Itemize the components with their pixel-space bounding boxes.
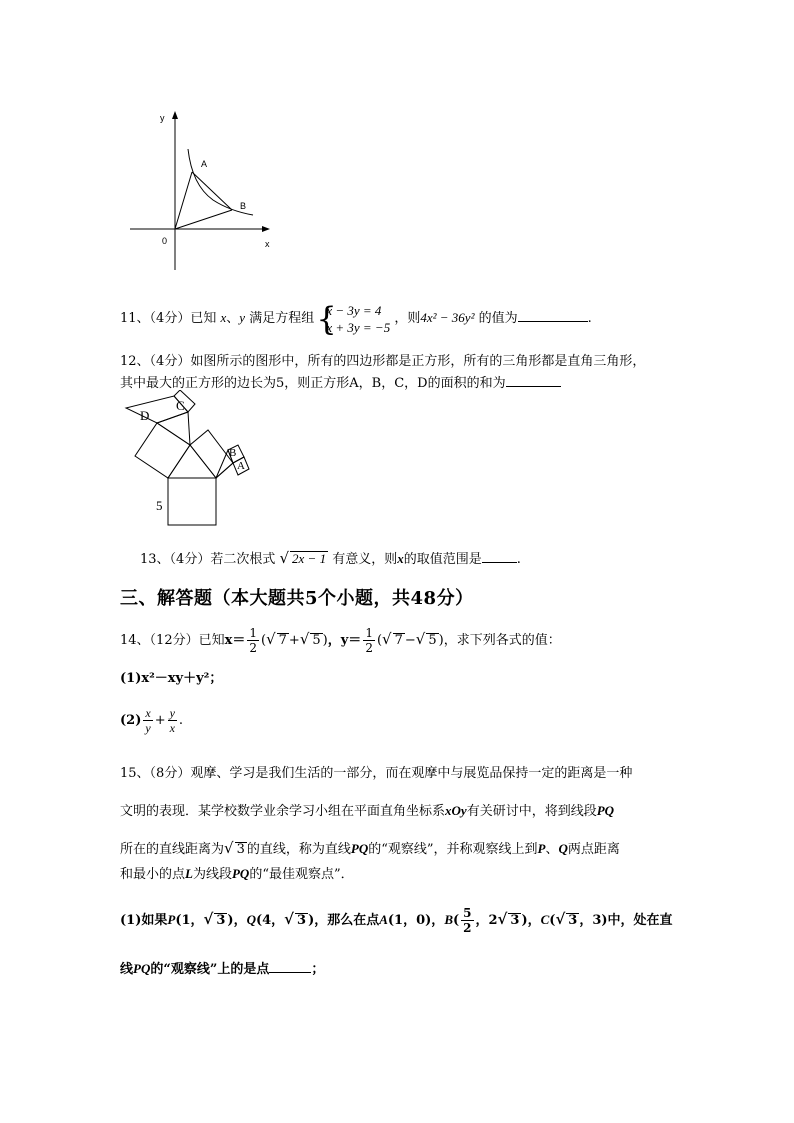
q15-line-4 [120,863,354,882]
q12-line2-text: 其中最大的正方形的边长为5，则正方形A，B，C，D的面积的和为 [120,376,506,391]
q11-end: . [587,311,592,326]
q15-line4-c: 的“最佳观察点”． [249,867,354,882]
q14-y-lhs: ，y＝ [327,633,362,648]
q15-part-1-line-2 [120,958,324,977]
q11-expression: 4x² − 36y² [420,310,475,325]
q15-frac-num: 5 [463,906,472,920]
question-12-line-1: 12、（4分）如图所示的图形中，所有的四边形都是正方形，所有的三角形都是直角三角形， [120,354,646,369]
q15-line3-a: 所在的直线距离为 [120,842,225,857]
q14-sqrt7-b: 7 [394,633,403,648]
q14-frac-y-over-x [168,706,177,735]
q11-prefix: 11、（4分）已知 [120,311,217,326]
y-axis-arrow [172,111,178,119]
point-b-label: B [240,201,247,211]
q14-part2-end: . [178,713,184,728]
equation-2: x + 3y = −5 [326,319,391,335]
q14-part-1: (1)x²－xy＋y²； [120,671,223,686]
q14-half-den-2: 2 [365,641,373,655]
q13-suffix: 的取值范围是 [403,552,482,567]
q14-half-num-1: 1 [249,626,257,640]
label-a: A [237,460,245,472]
question-14: 14、（12分）已知x＝ $\frac{1}{2}$ (√ 7 +√ 5 )，y＝ $\frac{1}{2}$ (√ 7 −√ 5 )，求下列各式的值： [120,626,561,655]
figure-pythagorean-squares [120,390,260,530]
answer-blank-11[interactable] [518,321,588,322]
q15-p1-g: ( [452,913,460,928]
q15-p1l2-end: ； [311,962,325,977]
origin-label: 0 [162,236,168,246]
q15-line3-d: 两点距离 [567,842,620,857]
q15-line4-a: 和最小的点 [120,867,186,882]
question-13 [140,548,521,567]
q14-half-fraction-2 [363,626,375,655]
equation-system [316,299,391,338]
q15-p1l2-pq: PQ [133,961,151,976]
question-12-line-2 [120,372,561,391]
q14-half-den-1: 2 [249,641,257,655]
q14-sqrt7-a: 7 [278,633,287,648]
q15-line-3: 所在的直线距离为√ 3 的直线，称为直线PQ的“观察线”，并称观察线上到P、Q两点距离 [120,839,620,857]
system-brace: { [316,299,337,338]
q11-var-x: x [220,310,227,325]
q11-sep: 、 [226,311,240,326]
q11-var-y: y [239,310,246,325]
x-axis-arrow [262,226,270,232]
label-side-5: 5 [156,498,163,513]
q15-p1-f: (1，0)， [387,913,445,928]
q15-p1-j: ( [549,913,556,928]
q15-line2-a: 文明的表现．某学校数学业余学习小组在平面直角坐标系 [120,804,446,819]
label-d: D [140,408,150,423]
q15-line4-l: L [185,866,193,881]
q15-p1-sqrt-3: 3 [510,913,520,928]
q13-radicand: 2x − 1 [292,551,327,566]
q15-p1-h: ，2 [475,913,498,928]
question-11 [120,298,592,338]
q13-radical: √ 2x − 1 [279,549,327,567]
q15-part-1: (1)如果P(1，√ 3 )，Q(4，√ 3 )，那么在点A(1，0)，B( $\frac{5}{2}$ ，2√ 3 )，C(√ 3 ，3)中，处在直 [120,906,673,935]
q15-p1-k: ，3)中，处在直 [579,913,673,928]
q13-prefix: 13、（4分）若二次根式 [140,552,276,567]
q14-sqrt5-b: 5 [428,633,437,648]
square-left [135,423,190,478]
q15-p1l2-b: 的“观察线”上的是点 [150,962,270,977]
q15-p1l2-a: 线 [120,962,134,977]
q14-sqrt5-a: 5 [312,633,321,648]
q14-plus: + [154,713,166,728]
q14-frac1-num: x [145,706,151,720]
q11-suffix: 的值为 [478,311,518,326]
q15-line2-pq: PQ [596,803,615,818]
q15-line2-b: 有关研讨中，将到线段 [466,804,597,819]
answer-blank-13[interactable] [482,562,517,563]
q15-p1-e: )，那么在点 [308,913,380,928]
x-axis-label: x [265,239,270,249]
q15-line-1: 15、（8分）观摩、学习是我们生活的一部分，而在观摩中与展览品保持一定的距离是一种 [120,766,633,781]
point-a-label: A [201,159,208,169]
q13-var: x [397,551,404,566]
q15-p1-b: (1， [175,913,204,928]
q14-suffix: ，求下列各式的值： [443,633,561,648]
q15-p1-sqrt-4: 3 [568,913,578,928]
q14-half-fraction-1 [247,626,259,655]
q15-line3-c: 的“观察线”，并称观察线上到 [368,842,538,857]
q15-p1-sqrt-2: 3 [297,913,307,928]
q15-p1-q: Q [246,912,256,927]
answer-blank-12[interactable] [506,386,561,387]
figure-coordinate-graph [120,105,280,280]
q15-p1-d: (4， [255,913,285,928]
q15-line3-p: P [537,841,546,856]
q15-p1-A: A [379,912,388,927]
q15-line3-b: 的直线，称为直线 [246,842,351,857]
q14-frac1-den: y [145,721,151,735]
q13-mid: 有意义，则 [332,552,398,567]
q15-line4-b: 为线段 [192,867,232,882]
q14-frac2-num: y [169,706,175,720]
q15-frac-den: 2 [463,921,472,935]
q15-xoy: xOy [445,803,467,818]
q14-part-2 [120,703,183,739]
q15-line-2 [120,800,614,819]
section-3-heading: 三、解答题（本大题共5个小题，共48分） [120,588,474,609]
q15-p1-B: B [444,912,453,927]
q15-p1-c: )， [227,913,247,928]
equation-1: x − 3y = 4 [326,302,382,318]
q15-p1-C: C [540,912,550,927]
q14-part2-label: (2) [120,713,142,728]
q15-line3-q: Q [558,841,568,856]
q15-p1-p: P [167,912,176,927]
q15-p1-i: )， [521,913,541,928]
label-c: C [176,398,185,413]
q15-line3-sqrt: 3 [236,842,245,857]
largest-square [168,478,216,525]
label-b: B [229,447,237,459]
q13-end: . [516,552,521,567]
y-axis-label: y [160,113,165,123]
q15-p1-a: (1)如果 [120,913,168,928]
q15-p1-sqrt-1: 3 [216,913,226,928]
segment-oa [175,172,192,229]
q15-line3-pq: PQ [350,841,369,856]
segment-ob [175,210,232,229]
q14-frac-x-over-y [143,706,152,735]
q14-prefix: 14、（12分）已知 [120,633,225,648]
segment-ab [192,172,232,210]
q15-line3-sep: 、 [545,842,559,857]
q14-frac2-den: x [169,721,175,735]
triangle-main [168,445,216,478]
q11-text-mid: 满足方程组 [249,311,315,326]
q14-x-lhs: x＝ [224,633,246,648]
answer-blank-15[interactable] [269,972,311,973]
q11-text-then: ，则 [394,311,421,326]
q15-frac-5-2 [461,906,473,935]
q15-line4-pq: PQ [231,866,250,881]
q14-half-num-2: 1 [365,626,373,640]
